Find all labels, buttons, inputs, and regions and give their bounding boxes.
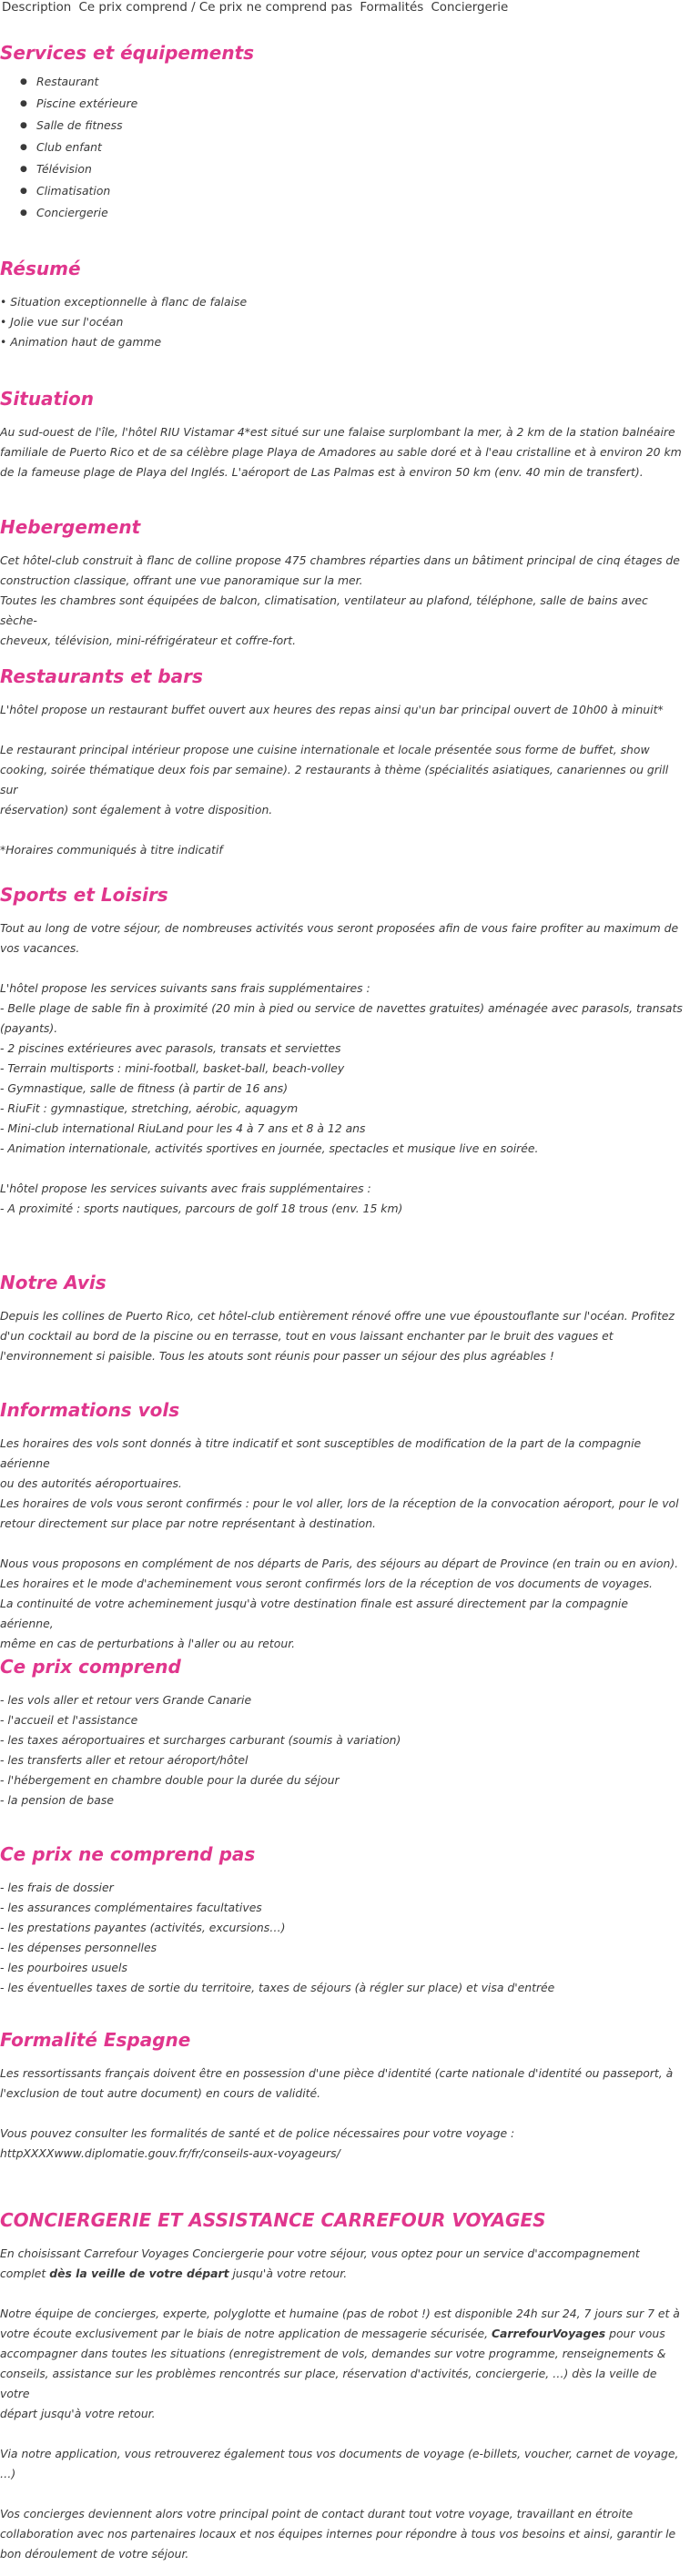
tab-conciergerie[interactable]: Conciergerie xyxy=(431,1,509,15)
text-line: l'exclusion de tout autre document) en cours de validité. xyxy=(0,2086,321,2100)
resume-section xyxy=(0,256,685,352)
list-item: - les pourboires usuels xyxy=(0,1961,127,1974)
text-line: même en cas de perturbations à l'aller ou au retour. xyxy=(0,1637,296,1650)
text-line: construction classique, offrant une vue panoramique sur la mer. xyxy=(0,573,363,587)
bold-text: dès la veille de votre départ xyxy=(49,2267,229,2280)
list-item: • Animation haut de gamme xyxy=(0,335,162,349)
text-line: l'environnement si paisible. Tous les atouts sont réunis pour passer un séjour des plus agréables ! xyxy=(0,1349,554,1363)
avis-section xyxy=(0,1270,685,1366)
list-item: ● Piscine extérieure xyxy=(20,93,685,115)
list-item: ● Club enfant xyxy=(20,137,685,158)
text-span: pour vous xyxy=(605,2327,665,2340)
text-line: Nous vous proposons en complément de nos départs de Paris, des séjours au départ de Province (en train ou en avion). xyxy=(0,1557,679,1570)
text-line: *Horaires communiqués à titre indicatif xyxy=(0,843,223,857)
text-line: L'hôtel propose les services suivants avec frais supplémentaires : xyxy=(0,1182,371,1195)
text-line: …) xyxy=(0,2467,16,2480)
text-line: Toutes les chambres sont équipées de balcon, climatisation, ventilateur au plafond, téléphone, salle de bains avec sèche- xyxy=(0,593,648,627)
text-line: réservation) sont également à votre disposition. xyxy=(0,803,273,816)
hebergement-section xyxy=(0,514,685,651)
text-line: de la fameuse plage de Playa del Inglés. L'aéroport de Las Palmas est à environ 50 km (env. 40 min de transfert). xyxy=(0,465,644,479)
text-line: Les horaires et le mode d'acheminement vous seront confirmés lors de la réception de vos documents de voyages. xyxy=(0,1577,653,1590)
text-line: En choisissant Carrefour Voyages Conciergerie pour votre séjour, vous optez pour un service d'accompagnement xyxy=(0,2246,640,2260)
services-section xyxy=(0,40,685,224)
list-item: ● Restaurant xyxy=(20,71,685,93)
text-line: L'hôtel propose les services suivants sans frais supplémentaires : xyxy=(0,981,370,995)
text-span: complet xyxy=(0,2267,50,2280)
text-line: Le restaurant principal intérieur propose une cuisine internationale et locale présentée sous forme de buffet, show xyxy=(0,743,650,756)
list-item: - les éventuelles taxes de sortie du territoire, taxes de séjours (à régler sur place) et visa d'entrée xyxy=(0,1981,555,1994)
text-line: collaboration avec nos partenaires locaux et nos équipes internes pour répondre à tous vos besoins et ainsi, garantir le xyxy=(0,2527,676,2541)
comprend-section xyxy=(0,1654,685,1810)
text-line: Les ressortissants français doivent être en possession d'une pièce d'identité (carte nationale d'identité ou passeport, à xyxy=(0,2066,674,2080)
list-item: - les vols aller et retour vers Grande Canarie xyxy=(0,1693,252,1707)
text-line: - Terrain multisports : mini-football, basket-ball, beach-volley xyxy=(0,1061,345,1075)
text-line: cheveux, télévision, mini-réfrigérateur et coffre-fort. xyxy=(0,634,297,647)
text-line: Les horaires des vols sont donnés à titre indicatif et sont susceptibles de modification de la part de la compagnie aérienne xyxy=(0,1436,642,1470)
tab-prix[interactable]: Ce prix comprend / Ce prix ne comprend pas xyxy=(78,1,353,15)
list-item: - l'accueil et l'assistance xyxy=(0,1713,138,1727)
list-item: - les transferts aller et retour aéroport/hôtel xyxy=(0,1753,249,1767)
ne-comprend-section xyxy=(0,1841,685,1998)
tabs-bar xyxy=(2,0,512,19)
section-title: Sports et Loisirs xyxy=(0,884,168,906)
list-item: - l'hébergement en chambre double pour la durée du séjour xyxy=(0,1773,340,1787)
text-span: votre écoute exclusivement par le biais de notre application de messagerie sécurisée, xyxy=(0,2327,492,2340)
list-item: ● Conciergerie xyxy=(20,202,685,224)
text-line: Notre équipe de concierges, experte, polyglotte et humaine (pas de robot !) est disponible 24h sur 24, 7 jours sur 7 et à xyxy=(0,2307,680,2320)
text-line: retour directement sur place par notre représentant à destination. xyxy=(0,1516,376,1530)
section-title: Résumé xyxy=(0,258,81,279)
list-item: • Jolie vue sur l'océan xyxy=(0,315,124,329)
text-line: Vous pouvez consulter les formalités de santé et de police nécessaires pour votre voyage : xyxy=(0,2126,515,2140)
formalite-section xyxy=(0,2027,685,2164)
list-item: ● Salle de fitness xyxy=(20,115,685,137)
text-line: Tout au long de votre séjour, de nombreuses activités vous seront proposées afin de vous faire profiter au maximum de xyxy=(0,921,679,935)
text-line: La continuité de votre acheminement jusqu'à votre destination finale est assuré directement par la compagnie aérienne, xyxy=(0,1597,628,1630)
text-line: - A proximité : sports nautiques, parcours de golf 18 trous (env. 15 km) xyxy=(0,1202,403,1215)
bold-text: CarrefourVoyages xyxy=(491,2327,606,2340)
section-title: CONCIERGERIE ET ASSISTANCE CARREFOUR VOYAGES xyxy=(0,2209,546,2231)
section-title: Hebergement xyxy=(0,516,141,538)
text-line: - Mini-club international RiuLand pour les 4 à 7 ans et 8 à 12 ans xyxy=(0,1121,366,1135)
list-item: - les dépenses personnelles xyxy=(0,1941,157,1954)
text-line: (payants). xyxy=(0,1021,58,1035)
list-item: - les prestations payantes (activités, excursions…) xyxy=(0,1921,286,1934)
text-line: d'un cocktail au bord de la piscine ou en terrasse, tout en vous laissant enchanter par le bruit des vagues et xyxy=(0,1329,614,1343)
section-title: Notre Avis xyxy=(0,1272,107,1293)
diplomatie-link[interactable]: httpXXXXwww.diplomatie.gouv.fr/fr/conseils-aux-voyageurs/ xyxy=(0,2146,340,2160)
text-line: départ jusqu'à votre retour. xyxy=(0,2407,156,2420)
list-item: - les frais de dossier xyxy=(0,1881,114,1894)
text-line: - 2 piscines extérieures avec parasols, transats et serviettes xyxy=(0,1041,341,1055)
section-title: Informations vols xyxy=(0,1399,180,1421)
restaurants-section xyxy=(0,664,685,860)
text-line: Depuis les collines de Puerto Rico, cet hôtel-club entièrement rénové offre une vue époustouflante sur l'océan. Profitez xyxy=(0,1309,675,1323)
text-line: - Animation internationale, activités sportives en journée, spectacles et musique live en soirée. xyxy=(0,1141,539,1155)
text-line: ou des autorités aéroportuaires. xyxy=(0,1476,182,1490)
section-title: Restaurants et bars xyxy=(0,665,203,687)
section-title: Ce prix ne comprend pas xyxy=(0,1843,256,1865)
text-line: familiale de Puerto Rico et de sa célèbre plage Playa de Amadores au sable doré et à l'eau cristalline et à environ 20 km xyxy=(0,445,682,459)
text-line: bon déroulement de votre séjour. xyxy=(0,2547,189,2561)
text-line: Cet hôtel-club construit à flanc de colline propose 475 chambres réparties dans un bâtiment principal de cinq étages de xyxy=(0,553,680,567)
text-line: - Gymnastique, salle de fitness (à partir de 16 ans) xyxy=(0,1081,289,1095)
text-line: cooking, soirée thématique deux fois par semaine). 2 restaurants à thème (spécialités asiatiques, canariennes ou grill sur xyxy=(0,763,669,796)
text-line: - Belle plage de sable fin à proximité (20 min à pied ou service de navettes gratuites) aménagée avec parasols, transats xyxy=(0,1001,683,1015)
text-line: Au sud-ouest de l'île, l'hôtel RIU Vistamar 4*est situé sur une falaise surplombant la mer, à 2 km de la station balnéaire xyxy=(0,425,675,439)
section-title: Formalité Espagne xyxy=(0,2029,191,2051)
section-title: Situation xyxy=(0,388,94,410)
text-line: vos vacances. xyxy=(0,941,80,955)
text-line: Via notre application, vous retrouverez également tous vos documents de voyage (e-billets, voucher, carnet de voyage, xyxy=(0,2447,679,2460)
list-item: - les assurances complémentaires facultatives xyxy=(0,1901,262,1914)
tab-description[interactable]: Description xyxy=(2,1,72,15)
situation-section xyxy=(0,386,685,482)
section-title: Ce prix comprend xyxy=(0,1656,181,1678)
list-item: • Situation exceptionnelle à flanc de falaise xyxy=(0,295,248,309)
text-line: - RiuFit : gymnastique, stretching, aérobic, aquagym xyxy=(0,1101,299,1115)
sports-section xyxy=(0,882,685,1219)
vols-section xyxy=(0,1397,685,1654)
text-line xyxy=(0,2324,685,2344)
text-line: L'hôtel propose un restaurant buffet ouvert aux heures des repas ainsi qu'un bar principal ouvert de 10h00 à minuit* xyxy=(0,703,664,716)
text-line: Vos concierges deviennent alors votre principal point de contact durant tout votre voyage, travaillant en étroite xyxy=(0,2507,634,2520)
text-line xyxy=(0,2264,685,2284)
list-item: - la pension de base xyxy=(0,1793,114,1807)
tab-formalites[interactable]: Formalités xyxy=(360,1,424,15)
text-span: jusqu'à votre retour. xyxy=(228,2267,348,2280)
services-list xyxy=(0,71,685,224)
text-line: Les horaires de vols vous seront confirmés : pour le vol aller, lors de la réception de la convocation aéroport, pour le vol xyxy=(0,1496,679,1510)
conciergerie-section xyxy=(0,2207,685,2564)
section-title: Services et équipements xyxy=(0,42,255,64)
text-line: accompagner dans toutes les situations (enregistrement de vols, demandes sur votre programme, renseignements & xyxy=(0,2347,666,2360)
text-line: conseils, assistance sur les problèmes rencontrés sur place, réservation d'activités, conciergerie, …) dès la veille de votre xyxy=(0,2367,657,2400)
list-item: ● Climatisation xyxy=(20,180,685,202)
list-item: ● Télévision xyxy=(20,158,685,180)
list-item: - les taxes aéroportuaires et surcharges carburant (soumis à variation) xyxy=(0,1733,401,1747)
